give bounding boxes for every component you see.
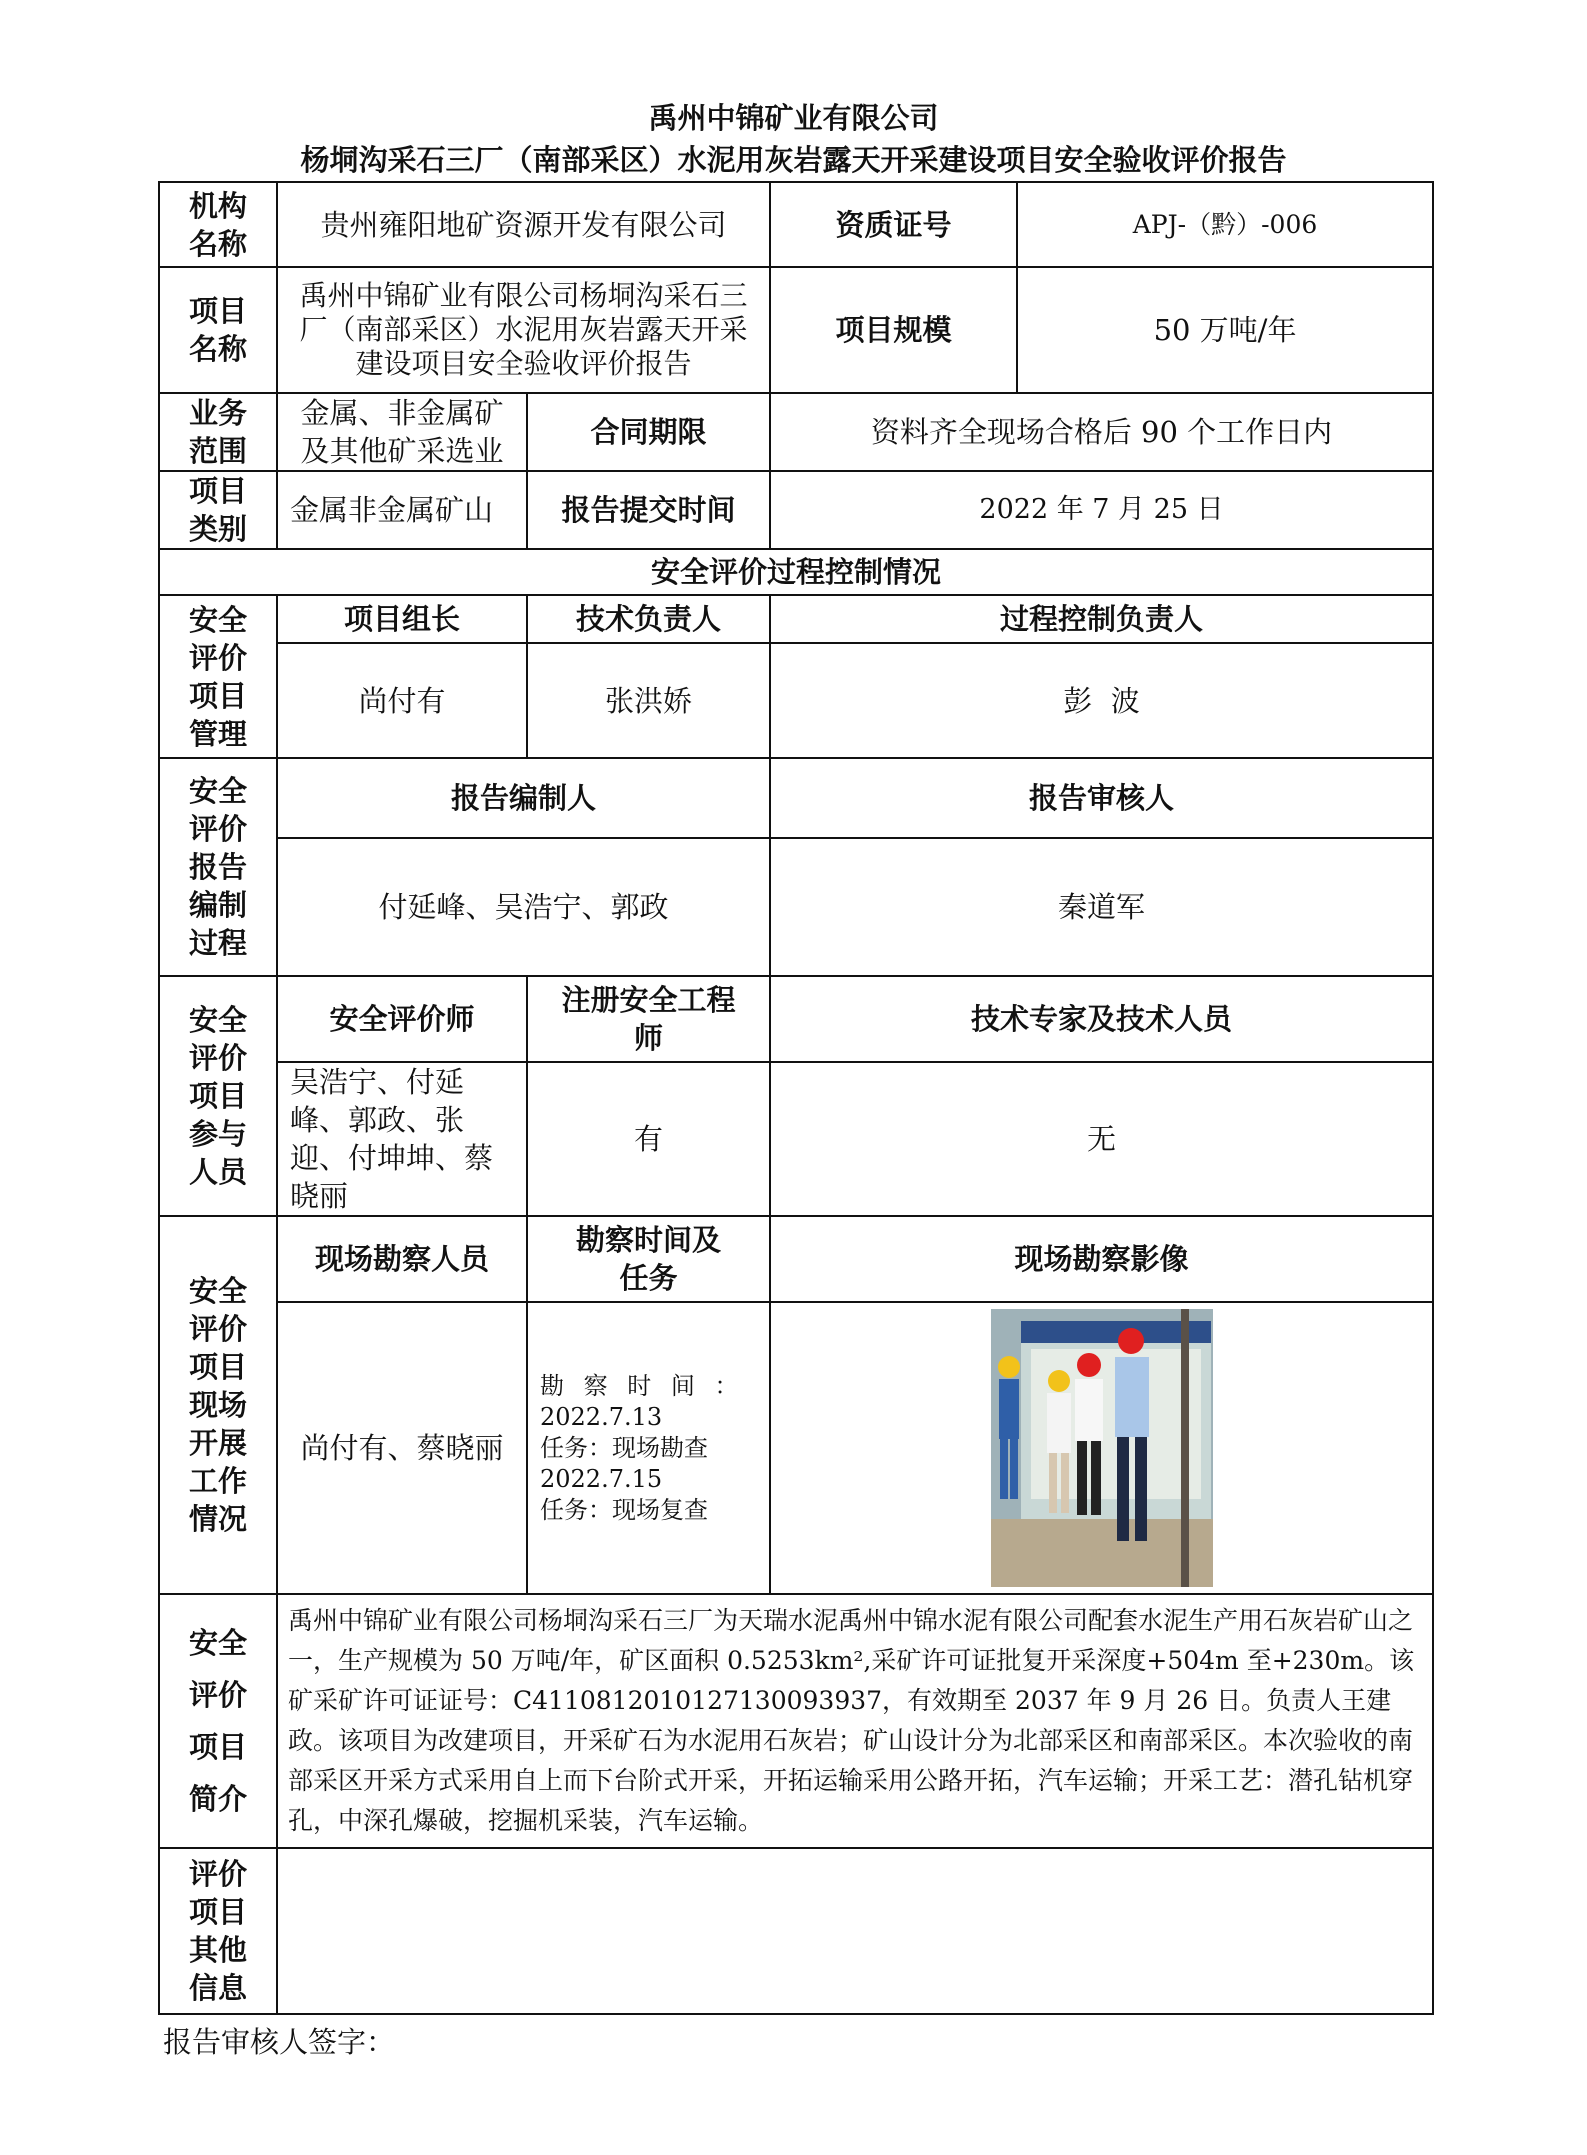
survey-line: 2022.7.15: [540, 1464, 663, 1493]
survey-photo-header: 现场勘察影像: [770, 1216, 1433, 1302]
survey-line: 勘 察 时 间 ：: [540, 1371, 745, 1400]
submit-time-value: 2022 年 7 月 25 日: [770, 471, 1433, 549]
business-scope-label: 业务 范围: [159, 393, 277, 471]
process-control-header: 过程控制负责人: [770, 595, 1433, 643]
team-leader-value: 尚付有: [277, 643, 527, 758]
report-author-header: 报告编制人: [277, 758, 770, 838]
report-reviewer-value: 秦道军: [770, 838, 1433, 976]
org-label: 机构 名称: [159, 182, 277, 267]
other-info-label: 评价 项目 其他 信息: [159, 1848, 277, 2014]
survey-line: 2022.7.13: [540, 1402, 663, 1431]
management-label: 安全 评价 项目 管理: [159, 595, 277, 758]
contract-term-value: 资料齐全现场合格后 90 个工作日内: [770, 393, 1433, 471]
survey-personnel-value: 尚付有、蔡晓丽: [277, 1302, 527, 1594]
qualification-value: APJ-（黔）-006: [1017, 182, 1433, 267]
tech-experts-value: 无: [770, 1062, 1433, 1216]
tech-lead-header: 技术负责人: [527, 595, 770, 643]
project-scale-label: 项目规模: [770, 267, 1017, 393]
company-title: 禹州中锦矿业有限公司: [648, 101, 939, 135]
compile-label: 安全 评价 报告 编制 过程: [159, 758, 277, 976]
survey-photo-cell: [770, 1302, 1433, 1594]
contract-term-label: 合同期限: [527, 393, 770, 471]
business-scope-value: 金属、非金属矿及其他矿采选业: [277, 393, 527, 471]
process-section-title: 安全评价过程控制情况: [159, 549, 1433, 595]
survey-line: 任务：现场复查: [540, 1495, 708, 1524]
qualification-label: 资质证号: [770, 182, 1017, 267]
project-name-label: 项目 名称: [159, 267, 277, 393]
registered-engineer-value: 有: [527, 1062, 770, 1216]
tech-experts-header: 技术专家及技术人员: [770, 976, 1433, 1062]
org-value: 贵州雍阳地矿资源开发有限公司: [277, 182, 770, 267]
report-author-value: 付延峰、吴浩宁、郭政: [277, 838, 770, 976]
registered-engineer-header: 注册安全工程师: [527, 976, 770, 1062]
other-info-value: [277, 1848, 1433, 2014]
site-work-label: 安全 评价 项目 现场 开展 工作 情况: [159, 1216, 277, 1594]
project-category-value: 金属非金属矿山: [277, 471, 527, 549]
process-control-value: 彭 波: [770, 643, 1433, 758]
survey-line: 任务：现场勘查: [540, 1433, 708, 1462]
project-intro-text: 禹州中锦矿业有限公司杨垌沟采石三厂为天瑞水泥禹州中锦水泥有限公司配套水泥生产用石灰岩矿山之一，生产规模为 50 万吨/年，矿区面积 0.5253km²,采矿许可证批复开采深度+504m 至+230m。该矿采矿许可证证号：C4110812010127130093937，有效期至 2037 年 9 月 26 日。负责人王建政。该项目为改建项目，开采矿石为水泥用石灰岩；矿山设计分为北部采区和南部采区。本次验收的南部采区开采方式采用自上而下台阶式开采，开拓运输采用公路开拓，汽车运输；开采工艺：潜孔钻机穿孔，中深孔爆破，挖掘机采装，汽车运输。: [277, 1594, 1433, 1848]
report-title: 杨垌沟采石三厂（南部采区）水泥用灰岩露天开采建设项目安全验收评价报告: [300, 143, 1287, 177]
tech-lead-value: 张洪娇: [527, 643, 770, 758]
project-scale-value: 50 万吨/年: [1017, 267, 1433, 393]
survey-time-header: 勘察时间及任务: [527, 1216, 770, 1302]
project-name-value: 禹州中锦矿业有限公司杨垌沟采石三厂（南部采区）水泥用灰岩露天开采建设项目安全验收评价报告: [277, 267, 770, 393]
survey-schedule: [527, 1302, 770, 1594]
evaluation-form-table: [158, 181, 1434, 2015]
submit-time-label: 报告提交时间: [527, 471, 770, 549]
participants-label: 安全 评价 项目 参与 人员: [159, 976, 277, 1216]
survey-personnel-header: 现场勘察人员: [277, 1216, 527, 1302]
team-leader-header: 项目组长: [277, 595, 527, 643]
report-reviewer-header: 报告审核人: [770, 758, 1433, 838]
safety-evaluator-header: 安全评价师: [277, 976, 527, 1062]
site-survey-photo: [991, 1309, 1213, 1587]
project-category-label: 项目 类别: [159, 471, 277, 549]
project-intro-label: 安全 评价 项目 简介: [159, 1594, 277, 1848]
safety-evaluator-value: 吴浩宁、付延峰、郭政、张迎、付坤坤、蔡晓丽: [277, 1062, 527, 1216]
reviewer-signature-label: 报告审核人签字：: [163, 2025, 396, 2059]
